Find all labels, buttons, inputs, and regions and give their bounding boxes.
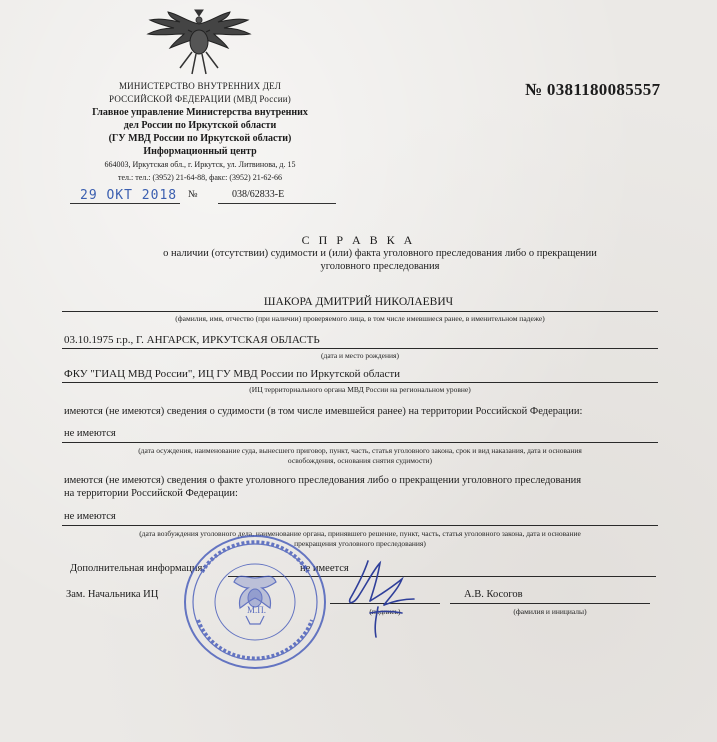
conviction-caption-line-2: освобождения, основания снятия судимости) [287,456,433,465]
department-line-4: Информационный центр [143,146,257,157]
registration-date: 29 ОКТ 2018 [80,188,178,203]
registration-number-label: № [188,189,198,200]
handwritten-signature [340,555,420,640]
person-name: ШАКОРА ДМИТРИЙ НИКОЛАЕВИЧ [263,296,454,308]
person-name-line [62,311,658,312]
prosecution-question-line-2: на территории Российской Федерации: [64,488,238,499]
registration-number: 038/62833-Е [232,189,285,200]
signer-name: А.В. Косогов [464,589,523,600]
info-center-line [62,382,658,383]
signer-name-line [450,603,650,604]
ministry-line-2: РОССИЙСКОЙ ФЕДЕРАЦИИ (МВД России) [109,94,291,104]
prosecution-caption-line-2: прекращения уголовного преследования) [294,539,426,548]
prosecution-question [64,474,684,500]
document-number: № 0381180085557 [525,80,661,99]
department-address: 664003, Иркутская обл., г. Иркутск, ул. Литвинова, д. 15 [104,160,296,169]
registration-date-line [70,203,180,204]
conviction-caption [62,446,658,466]
registration-number-line [218,203,336,204]
additional-info-label: Дополнительная информация: [70,563,206,574]
person-name-caption: (фамилия, имя, отчество (при наличии) проверяемого лица, в том числе имевшиеся ранее, в именительном падеже) [175,314,545,323]
person-birth-line [62,348,658,349]
subtitle-line-1: о наличии (отсутствии) судимости и (или) факта уголовного преследования либо о прекращении [163,248,597,259]
document-subtitle [120,247,640,273]
info-center-caption: (ИЦ территориального органа МВД России на региональном уровне) [249,385,471,394]
conviction-caption-line-1: (дата осуждения, наименование суда, вынесшего приговор, пункт, часть, статья уголовного закона, срок и вид наказания, дата и основания [138,446,582,455]
stamp-mark: М.П. [247,605,267,615]
department-line-1: Главное управление Министерства внутренних [92,107,308,118]
department-phones: тел.: тел.: (3952) 21-64-88, факс: (3952) 21-62-66 [117,173,283,182]
department-line-2: дел России по Иркутской области [123,120,277,131]
prosecution-caption-line-1: (дата возбуждения уголовного дела, наименование органа, принявшего решение, пункт, часть, статья уголовного закона, дата и основание [139,529,581,538]
double-headed-eagle-emblem [140,8,258,80]
prosecution-question-line-1: имеются (не имеются) сведения о факте уголовного преследования либо о прекращении уголовного преследования [64,475,582,486]
ministry-line-1: МИНИСТЕРСТВО ВНУТРЕННИХ ДЕЛ [118,81,281,91]
ministry-header [55,80,345,184]
prosecution-caption [62,529,658,549]
person-birth-caption: (дата и место рождения) [321,351,399,360]
conviction-question: имеются (не имеются) сведения о судимости (в том числе имевшейся ранее) на территории Российской Федерации: [64,406,583,417]
conviction-value: не имеются [64,428,116,439]
signature-caption: (подпись) [369,607,401,616]
additional-info-value: не имеется [300,563,349,574]
signer-name-caption: (фамилия и инициалы) [513,607,587,616]
prosecution-value: не имеются [64,511,116,522]
conviction-line [62,442,658,443]
info-center-name: ФКУ "ГИАЦ МВД России", ИЦ ГУ МВД России по Иркутской области [64,368,401,380]
official-stamp [180,532,330,672]
department-line-3: (ГУ МВД России по Иркутской области) [108,133,292,144]
prosecution-line [62,525,658,526]
subtitle-line-2: уголовного преследования [320,261,440,272]
document-title: С П Р А В К А [301,233,416,247]
signer-position: Зам. Начальника ИЦ [66,589,159,600]
person-birth: 03.10.1975 г.р., Г. АНГАРСК, ИРКУТСКАЯ ОБЛАСТЬ [64,334,320,346]
